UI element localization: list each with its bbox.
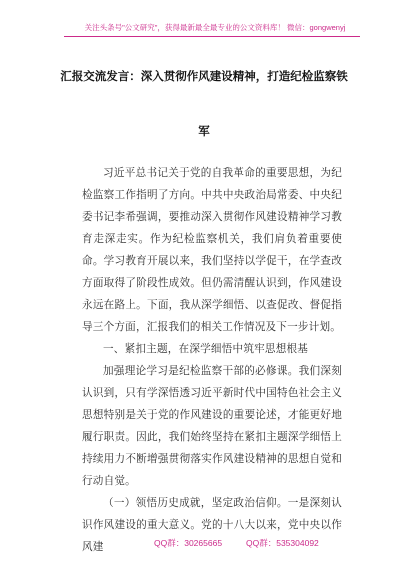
footer-qq-group-2: QQ群：535304092 <box>246 538 319 548</box>
body-paragraph-intro: 习近平总书记关于党的自我革命的重要思想，为纪检监察工作指明了方向。中共中央政治局常委、中央纪委书记李希强调，要推动深入贯彻作风建设精神学习教育走深走实。作为纪检监察机关，我们肩负着重要使命。学习教育开展以来，我们坚持以学促干，在学查改方面取得了阶段性成效。但仍需清醒认识到，作风建设永远在路上。下面，我从深学细悟、以查促改、督促指导三个方面，汇报我们的相关工作情况及下一步计划。 <box>82 167 342 333</box>
footer-qq-group-1: QQ群：30265665 <box>154 538 223 548</box>
body-paragraph-section-1: 加强理论学习是纪检监察干部的必修课。我们深刻认识到，只有学深悟透习近平新时代中国特色社会主义思想特别是关于党的作风建设的重要论述，才能更好地履行职责。因此，我们始终坚持在紧扣主题深学细悟上持续用力不断增强贯彻落实作风建设精神的思想自觉和行动自觉。 <box>82 365 342 487</box>
body-paragraph-subsection-1: （一）领悟历史成就，坚定政治信仰。一是深刻认识作风建设的重大意义。党的十八大以来，党中央以作风建 <box>82 497 342 553</box>
header-divider <box>64 36 360 37</box>
header-notice: 关注头条号"公文研究"，获得最新最全最专业的公文资料库！ 微信：gongwenyj <box>84 23 346 32</box>
section-heading-1: 一、紧扣主题，在深学细悟中筑牢思想根基 <box>103 343 309 355</box>
document-title-line-2: 军 <box>198 124 210 138</box>
document-title-line-1: 汇报交流发言：深入贯彻作风建设精神，打造纪检监察铁 <box>60 69 348 83</box>
